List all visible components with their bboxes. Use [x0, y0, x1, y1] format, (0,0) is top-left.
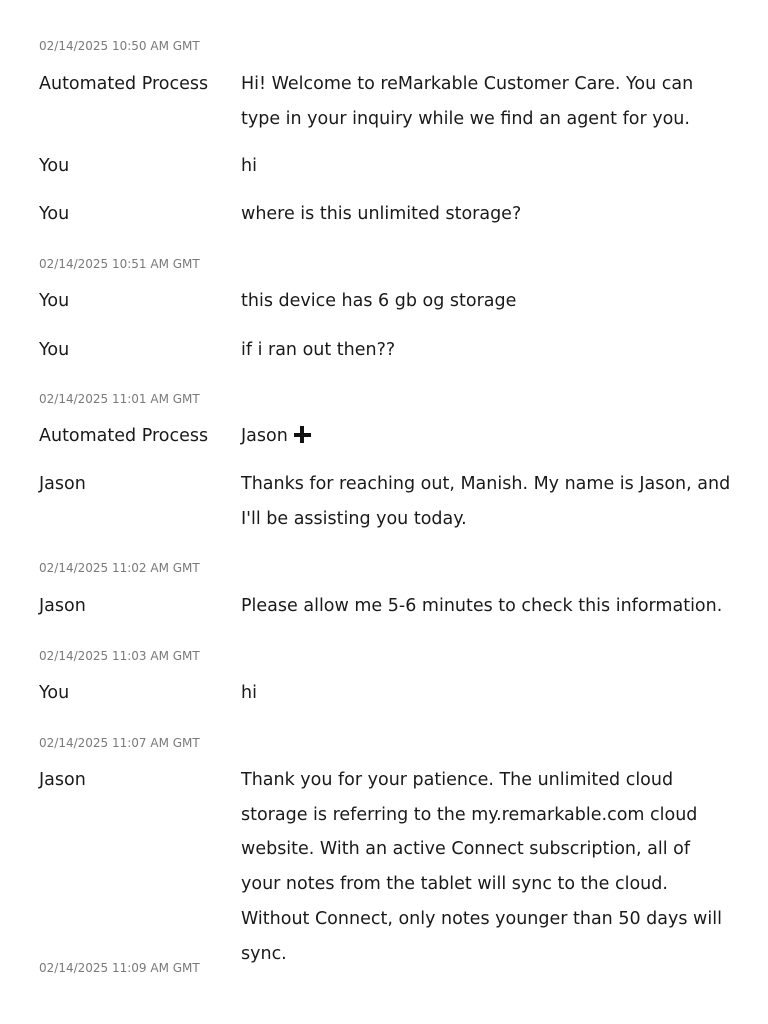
timestamp: 02/14/2025 10:50 AM GMT	[39, 39, 200, 53]
message-text: if i ran out then??	[241, 340, 396, 360]
message-sender: Automated Process	[39, 74, 209, 94]
message-text: hi	[241, 156, 257, 176]
message-text: Please allow me 5-6 minutes to check this information.	[241, 596, 723, 616]
message-sender: Jason	[39, 596, 86, 616]
message-text-with-icon	[241, 419, 733, 454]
plus-icon	[294, 426, 311, 443]
timestamp: 02/14/2025 11:03 AM GMT	[39, 649, 200, 663]
timestamp: 02/14/2025 10:51 AM GMT	[39, 257, 200, 271]
message-text: Thanks for reaching out, Manish. My name is Jason, and I'll be assisting you today.	[241, 474, 731, 529]
message-text: Hi! Welcome to reMarkable Customer Care. You can type in your inquiry while we find an agent for you.	[241, 74, 694, 129]
timestamp: 02/14/2025 11:02 AM GMT	[39, 561, 200, 575]
message-sender: You	[39, 291, 70, 311]
timestamp: 02/14/2025 11:09 AM GMT	[39, 961, 200, 975]
message-text: Jason	[241, 426, 288, 446]
message-sender: You	[39, 340, 70, 360]
message-text: this device has 6 gb og storage	[241, 291, 517, 311]
timestamp: 02/14/2025 11:01 AM GMT	[39, 392, 200, 406]
message-text: Thank you for your patience. The unlimited cloud storage is referring to the my.remarkable.com cloud website. With an active Connect subscription, all of your notes from the tablet will sync to the cloud. Without Connect, only notes younger than 50 days will sync.	[241, 770, 722, 964]
message-sender: Jason	[39, 770, 86, 790]
message-sender: You	[39, 204, 70, 224]
message-text: where is this unlimited storage?	[241, 204, 522, 224]
timestamp: 02/14/2025 11:07 AM GMT	[39, 736, 200, 750]
message-sender: You	[39, 156, 70, 176]
message-text: hi	[241, 683, 257, 703]
message-sender: Automated Process	[39, 426, 209, 446]
message-sender: Jason	[39, 474, 86, 494]
message-sender: You	[39, 683, 70, 703]
